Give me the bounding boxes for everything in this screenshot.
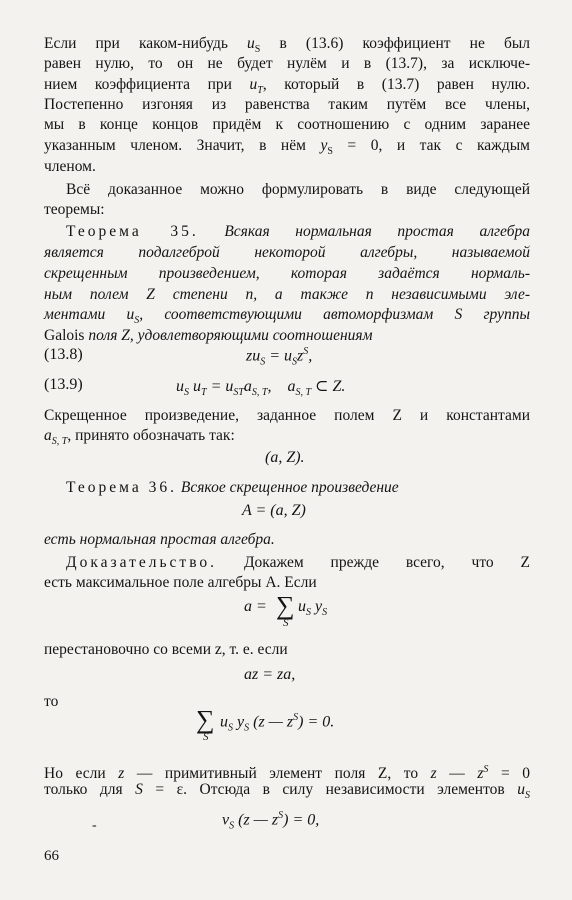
para1-line3: нием коэффициента при $u_T$, который в (13.7) равен нулю. [44, 76, 530, 97]
para1-line2: равен нулю, то он не будет нулём и в (13.7), за исключе- [44, 55, 530, 72]
sum-equation-a: a = [244, 598, 267, 615]
para5-line1: Но если z — примитивный элемент поля Z, то z — $z^S = 0$ [44, 764, 531, 783]
theorem36-equation: A = (a, Z) [242, 502, 306, 519]
sum-index: S [283, 617, 289, 629]
theorem35-heading: Теорема 35. [66, 223, 199, 240]
theorem35-line1: Теорема 35. Всякая нормальная простая алгебра [66, 223, 530, 240]
theorem35-line2: является подалгеброй некоторой алгебры, называемой [44, 244, 530, 261]
equation-13-9: $u_S$ $u_T = u_{ST}a_{S, T}$, $a_{S, T}$ ⊂ Z. [176, 378, 346, 399]
theorem36-tail: есть нормальная простая алгебра. [44, 531, 275, 548]
para3-line1: Скрещенное произведение, заданное полем Z и константами [44, 407, 530, 424]
word-to: то [44, 693, 59, 710]
para1-line6: указанным членом. Значит, в нём $y_S = 0$, и так с каждым [44, 137, 530, 158]
sum-equation-zero: $u_S$ $y_S$ (z — $z^S) = 0$. [220, 712, 335, 734]
commutation-equation: az = za, [244, 666, 296, 683]
proof-line2: есть максимальное поле алгебры A. Если [44, 574, 317, 591]
para1-line7: членом. [44, 158, 96, 175]
page-number: 66 [44, 848, 59, 864]
equation-13-8-number: (13.8) [44, 346, 83, 363]
sum-sign: ∑ [276, 591, 295, 620]
sum-sign-2: ∑ [196, 705, 215, 734]
theorem35-line6: Galois поля Z, удовлетворяющими соотношениям [44, 327, 373, 344]
para4-line1: перестановочно со всеми z, т. е. если [44, 641, 288, 658]
para2-line1: Всё доказанное можно формулировать в виде следующей [66, 181, 530, 198]
equation-13-9-number: (13.9) [44, 376, 83, 393]
equation-13-8: $zu_S = u_Sz^S$, [246, 346, 313, 368]
sum-index-2: S [203, 731, 209, 743]
sum-equation-terms: $u_S$ $y_S$ [298, 598, 328, 619]
para5-line2: только для S = ε. Отсюда в силу независимости элементов $u_S$ [44, 781, 530, 802]
para1-line5: мы в конце концов придём к соотношению с одним заранее [44, 116, 530, 133]
para1-line4: Постепенно изгоняя из равенства таким путём все члены, [44, 96, 530, 113]
crossed-product-notation: (a, Z). [265, 449, 305, 466]
para1-line1: Если при каком-нибудь $u_S$ в (13.6) коэффициент не был [44, 35, 530, 56]
final-equation: $v_S$ (z — $z^S) = 0$, [222, 810, 320, 832]
proof-line1: Доказательство. Докажем прежде всего, что Z [66, 554, 531, 571]
para2-line2: теоремы: [44, 201, 105, 218]
theorem36-line1: Теорема 36. Всякое скрещенное произведение [66, 479, 399, 496]
theorem35-line3: скрещенным произведением, которая задаётся нормаль- [44, 265, 530, 282]
proof-heading: Доказательство. [66, 554, 218, 571]
theorem35-line4: ным полем Z степени n, а также n независимыми эле- [44, 286, 530, 303]
stray-mark: ‑ [92, 818, 97, 833]
theorem35-line5: ментами $u_S$, соответствующими автоморфизмам S группы [44, 306, 530, 327]
theorem36-heading: Теорема 36. [66, 479, 177, 496]
para3-line2: $a_{S, T}$, принято обозначать так: [44, 427, 235, 448]
